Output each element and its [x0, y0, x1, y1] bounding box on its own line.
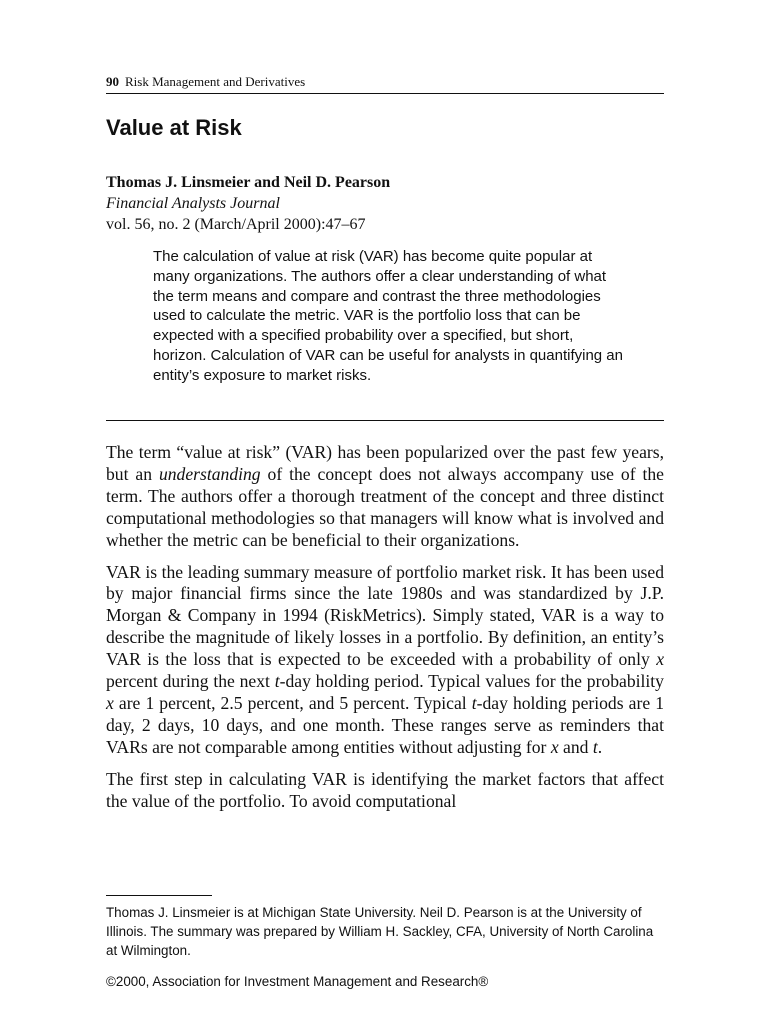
- paragraph-1: The term “value at risk” (VAR) has been popularized over the past few years, but an understanding of the concept does not always accompany use of the term. The authors offer a thorough treatment of the concept and three distinct computational methodologies so that managers will know what is involved and whether the metric can be beneficial to their organizations.: [106, 442, 664, 550]
- body-text: [106, 442, 664, 823]
- paragraph-3: The first step in calculating VAR is identifying the market factors that affect the value of the portfolio. To avoid computational: [106, 768, 664, 811]
- page-number: 90: [106, 74, 119, 89]
- article-meta: [106, 172, 390, 235]
- article-authors: Thomas J. Linsmeier and Neil D. Pearson: [106, 174, 391, 191]
- article-title: Value at Risk: [106, 115, 242, 140]
- header-rule: [106, 93, 664, 94]
- abstract-rule: [106, 420, 664, 421]
- abstract: The calculation of value at risk (VAR) has become quite popular at many organizations. The authors offer a clear understanding of what the term means and compare and contrast the three methodologies used to calculate the metric. VAR is the portfolio loss that can be expected with a specified probability over a specified, but short, horizon. Calculation of VAR can be useful for analysts in quantifying an entity’s exposure to market risks.: [153, 248, 623, 384]
- copyright: ©2000, Association for Investment Management and Research®: [106, 974, 489, 989]
- running-head: [106, 74, 664, 90]
- journal-name: Financial Analysts Journal: [106, 195, 280, 212]
- footnote: Thomas J. Linsmeier is at Michigan State University. Neil D. Pearson is at the University of Illinois. The summary was prepared by William H. Sackley, CFA, University of North Carolina at Wilmington.: [106, 905, 654, 958]
- paragraph-2: VAR is the leading summary measure of portfolio market risk. It has been used by major financial firms since the late 1980s and was standardized by J.P. Morgan & Company in 1994 (RiskMetrics). Simply stated, VAR is a way to describe the magnitude of likely losses in a portfolio. By definition, an entity’s VAR is the loss that is expected to be exceeded with a probability of only x percent during the next t-day holding period. Typical values for the probability x are 1 percent, 2.5 percent, and 5 percent. Typical t-day holding periods are 1 day, 2 days, 10 days, and one month. These ranges serve as reminders that VARs are not comparable among entities without adjusting for x and t.: [106, 561, 664, 757]
- footnote-rule: [106, 895, 212, 896]
- section-title: Risk Management and Derivatives: [125, 74, 306, 89]
- citation: vol. 56, no. 2 (March/April 2000):47–67: [106, 216, 366, 233]
